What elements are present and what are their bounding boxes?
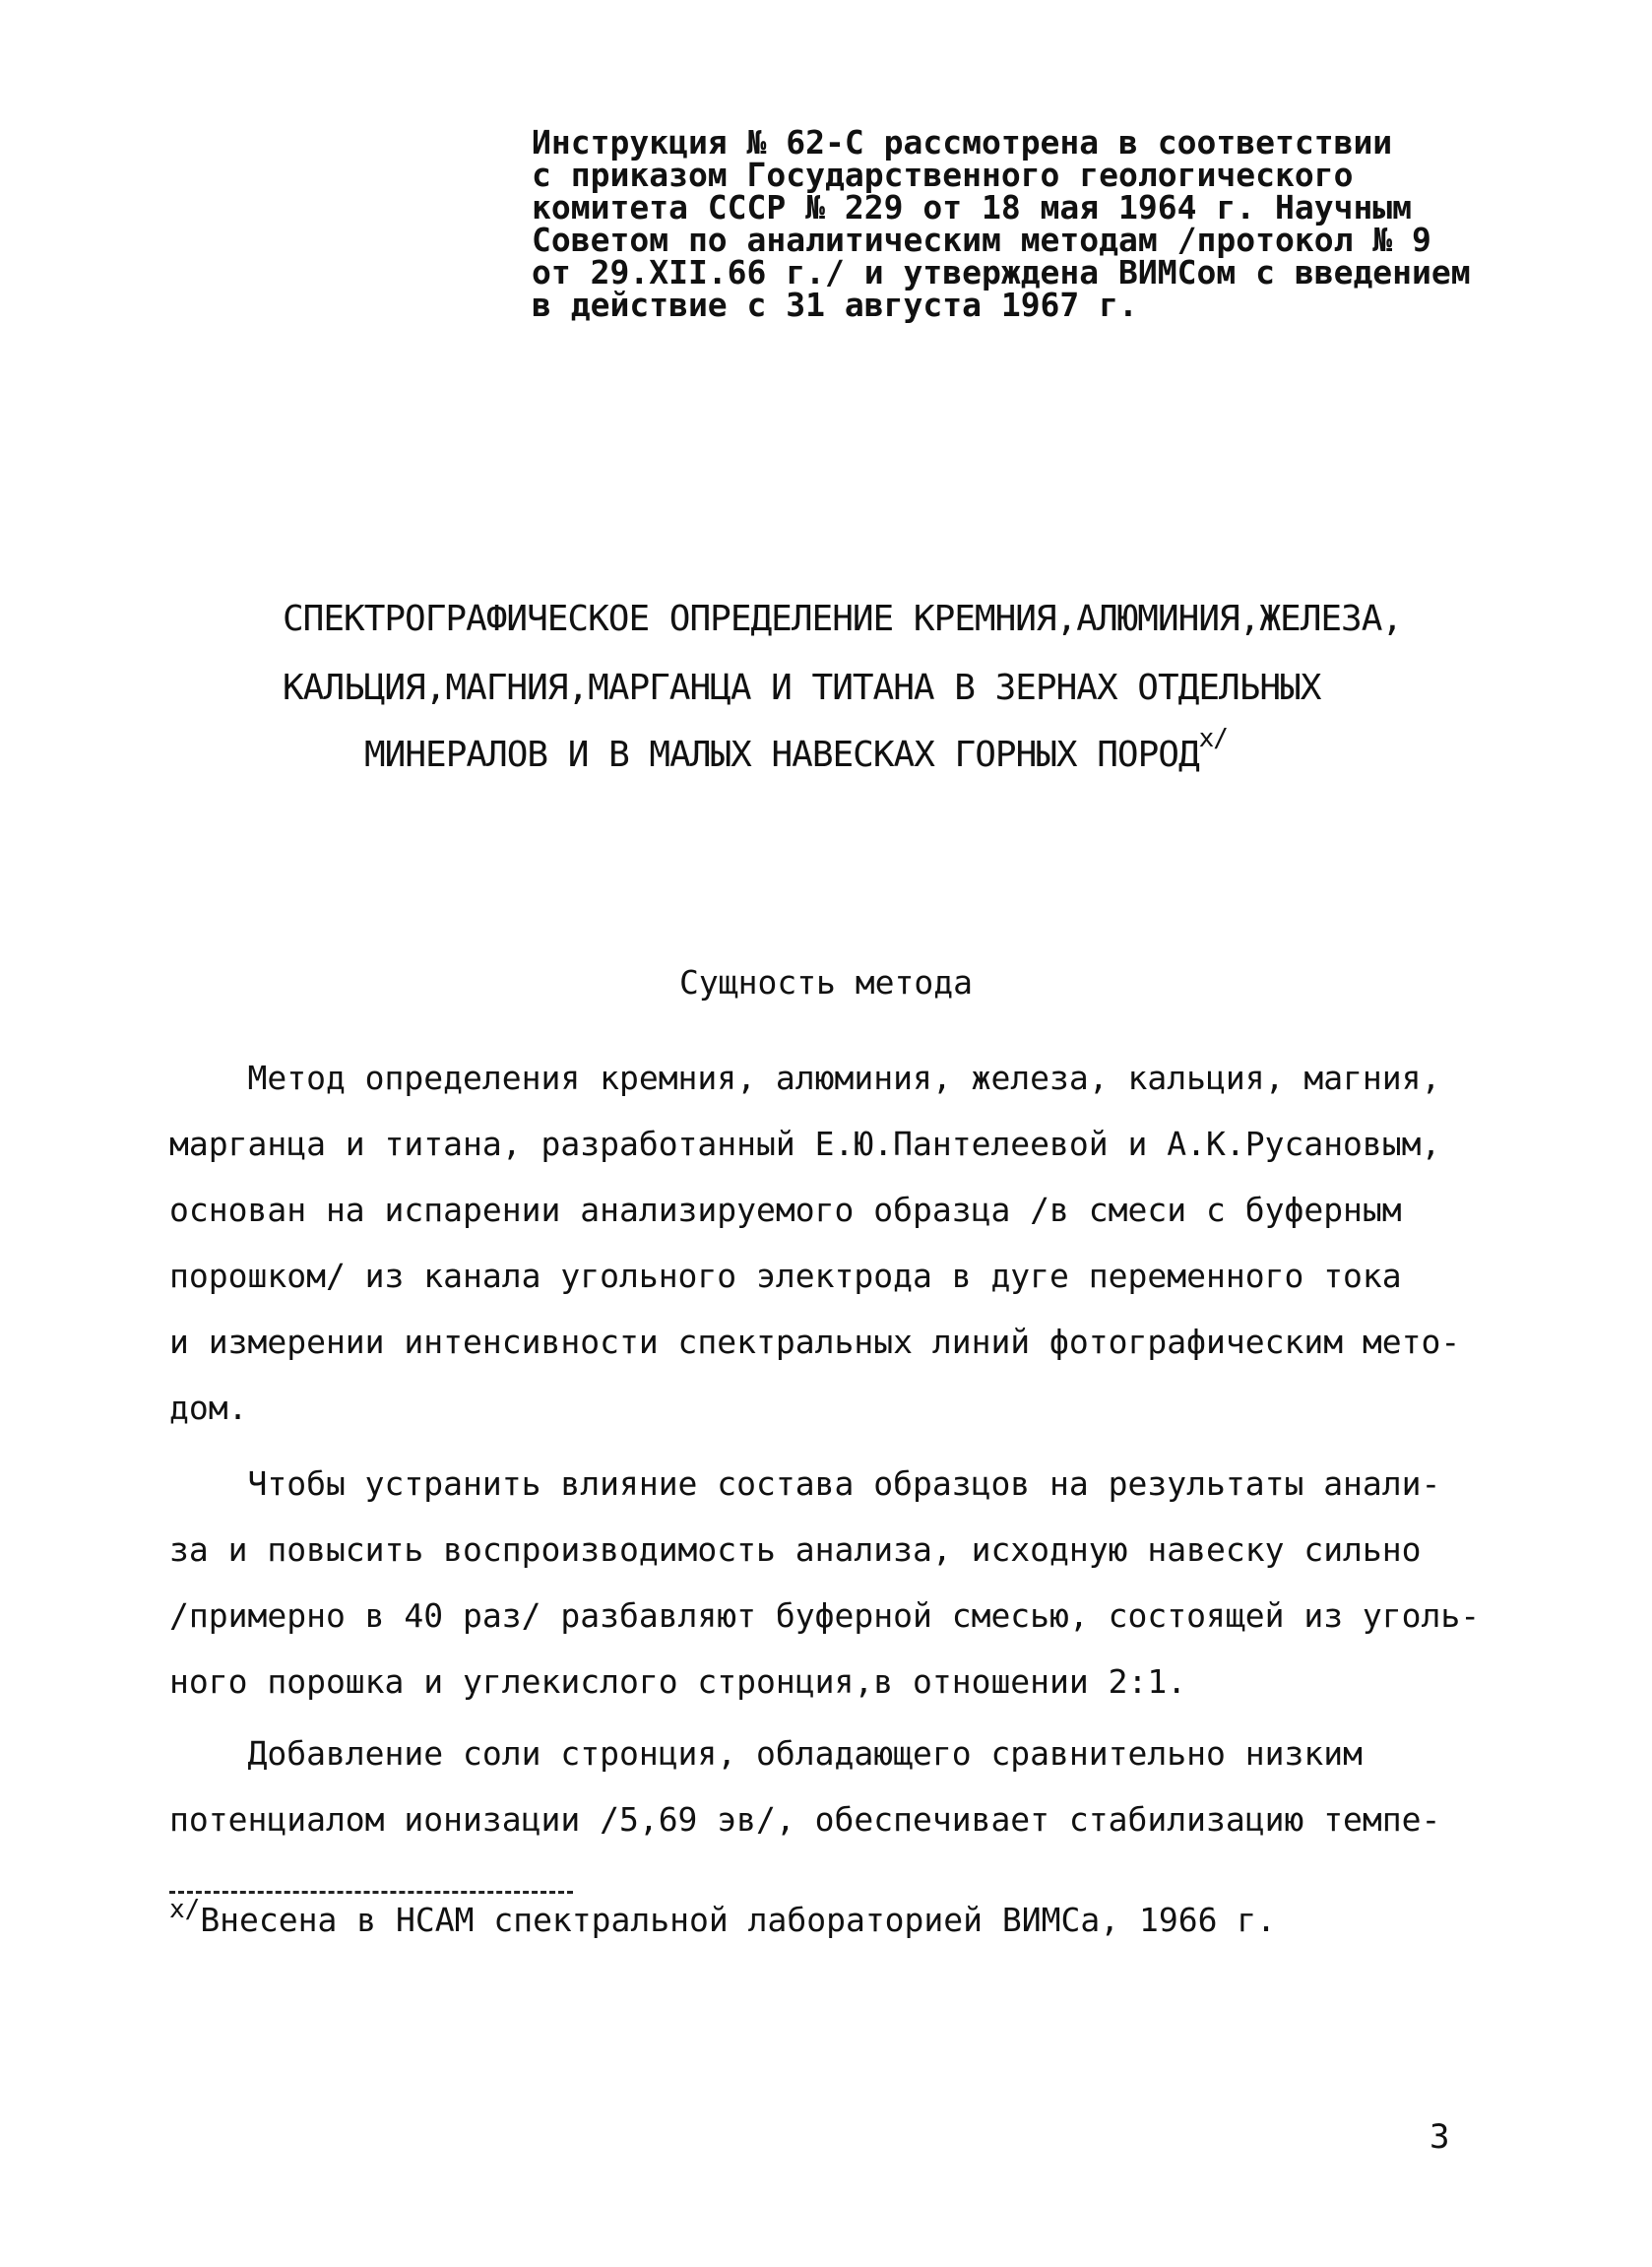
body-line: марганца и титана, разработанный Е.Ю.Пантелеевой и А.К.Русановым, <box>169 1125 1441 1163</box>
approval-line: комитета СССР № 229 от 18 мая 1964 г. Научным <box>532 188 1413 227</box>
approval-note <box>532 123 1546 324</box>
body-line: дом. <box>169 1389 248 1427</box>
approval-line: Инструкция № 62-С рассмотрена в соответствии <box>532 123 1393 162</box>
body-line: ного порошка и углекислого стронция,в отношении 2:1. <box>169 1662 1187 1701</box>
approval-line: Советом по аналитическим методам /протокол № 9 <box>532 221 1431 259</box>
footnote <box>169 1895 1277 1939</box>
title-line-1: СПЕКТРОГРАФИЧЕСКОЕ ОПРЕДЕЛЕНИЕ КРЕМНИЯ,АЛЮМИНИЯ,ЖЕЛЕЗА, <box>283 599 1403 639</box>
page-number: 3 <box>1430 2117 1450 2157</box>
body-line: и измерении интенсивности спектральных линий фотографическим мето- <box>169 1323 1461 1361</box>
approval-line: в действие с 31 августа 1967 г. <box>532 286 1138 324</box>
body-line: потенциалом ионизации /5,69 эв/, обеспечивает стабилизацию темпе- <box>169 1800 1441 1839</box>
body-line: Чтобы устранить влияние состава образцов на результаты анали- <box>169 1464 1441 1503</box>
body-line: Метод определения кремния, алюминия, железа, кальция, магния, <box>169 1059 1441 1097</box>
body-line: основан на испарении анализируемого образца /в смеси с буферным <box>169 1191 1402 1229</box>
approval-line: с приказом Государственного геологического <box>532 156 1354 194</box>
title-line-3-wrap <box>364 724 1228 775</box>
title-line-2: КАЛЬЦИЯ,МАГНИЯ,МАРГАНЦА И ТИТАНА В ЗЕРНАХ ОТДЕЛЬНЫХ <box>283 668 1321 708</box>
section-heading: Сущность метода <box>678 963 973 1002</box>
body-line: порошком/ из канала угольного электрода в дуге переменного тока <box>169 1257 1402 1295</box>
footnote-text: Внесена в НСАМ спектральной лабораторией ВИМСа, 1966 г. <box>200 1901 1277 1939</box>
footnote-divider <box>169 1891 573 1894</box>
body-line: /примерно в 40 раз/ разбавляют буферной смесью, состоящей из уголь- <box>169 1596 1481 1635</box>
title-line-3: МИНЕРАЛОВ И В МАЛЫХ НАВЕСКАХ ГОРНЫХ ПОРОД <box>364 735 1199 775</box>
body-line: Добавление соли стронция, обладающего сравнительно низким <box>169 1734 1363 1773</box>
approval-line: от 29.XII.66 г./ и утверждена ВИМСом с введением <box>532 253 1471 291</box>
title-footnote-marker: x/ <box>1198 724 1228 753</box>
footnote-marker: x/ <box>169 1895 201 1924</box>
body-line: за и повысить воспроизводимость анализа, исходную навеску сильно <box>169 1530 1422 1569</box>
